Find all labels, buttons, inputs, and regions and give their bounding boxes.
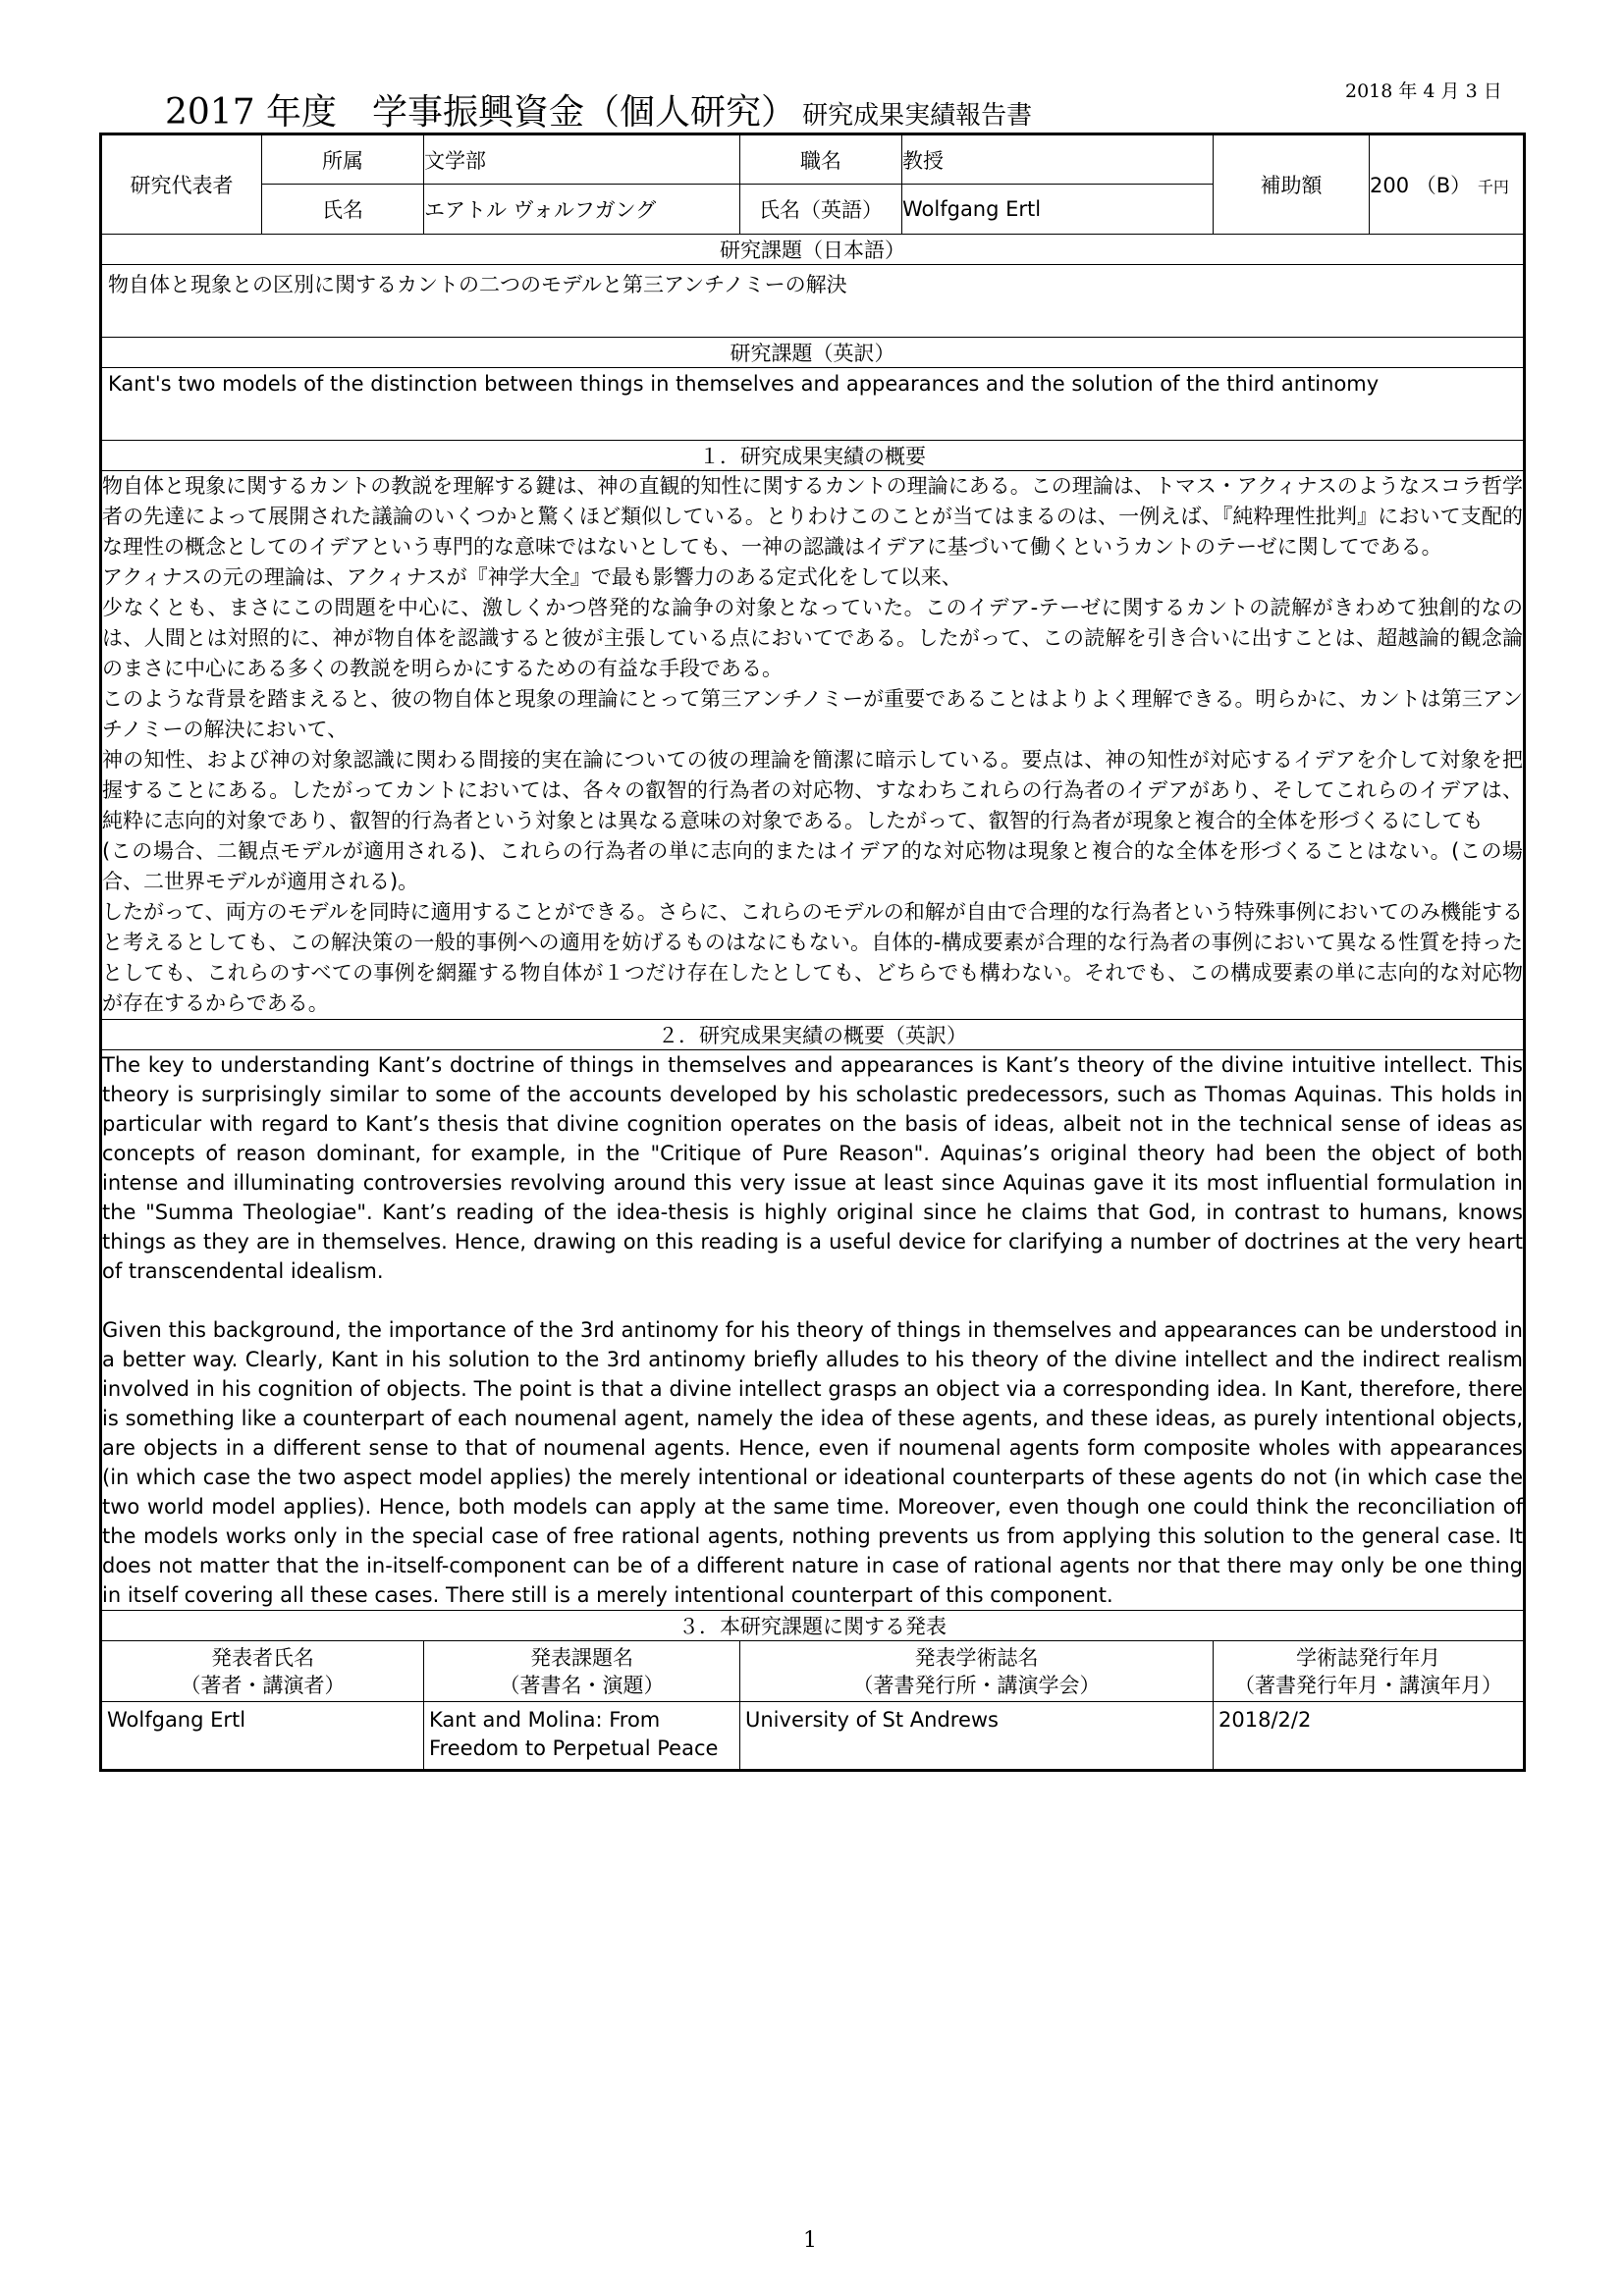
summary-jp-paragraph: 神の知性、および神の対象認識に関わる間接的実在論についての彼の理論を簡潔に暗示している。要点は、神の知性が対応するイデアを介して対象を把握することにある。したがってカントにおいては、各々の叡智的行為者の対応物、すなわちこれらの行為者のイデアがあり、そしてこれらのイデアは、純粋に志向的対象であり、叡智的行為者という対象とは異なる意味の対象である。したがって、叡智的行為者が現象と複合的全体を形づくるにしても xyxy=(102,748,1523,832)
pub-author: Wolfgang Ertl xyxy=(101,1702,424,1771)
pub-col-date xyxy=(1214,1641,1525,1702)
grant-value: 200 （B） xyxy=(1370,174,1472,197)
topic-en-text: Kant's two models of the distinction between things in themselves and appearances and the solution of the third antinomy xyxy=(101,368,1525,441)
grant-cell xyxy=(1370,134,1525,235)
title-main: 2017 年度 学事振興資金（個人研究） xyxy=(165,92,797,133)
name-value: エアトル ヴォルフガング xyxy=(424,185,740,235)
pub-col-venue-line1: 発表学術誌名 xyxy=(914,1645,1039,1670)
affiliation-label: 所属 xyxy=(262,134,424,185)
position-value: 教授 xyxy=(902,134,1214,185)
page-number: 1 xyxy=(803,2228,817,2253)
summary-jp-body xyxy=(101,471,1525,1020)
name-en-value: Wolfgang Ertl xyxy=(902,185,1214,235)
summary-jp-paragraph: アクィナスの元の理論は、アクィナスが『神学大全』で最も影響力のある定式化をして以来、 xyxy=(102,565,962,589)
pub-col-title xyxy=(424,1641,740,1702)
summary-jp-paragraph: このような背景を踏まえると、彼の物自体と現象の理論にとって第三アンチノミーが重要であることはよりよく理解できる。明らかに、カントは第三アンチノミーの解決において、 xyxy=(102,687,1523,741)
representative-label: 研究代表者 xyxy=(101,134,262,235)
table-row xyxy=(101,1702,1525,1771)
pub-col-title-line2: （著書名・演題） xyxy=(499,1673,665,1697)
summary-en-heading: ２．研究成果実績の概要（英訳） xyxy=(101,1020,1525,1050)
summary-en-body xyxy=(101,1050,1525,1611)
pub-col-author xyxy=(101,1641,424,1702)
pub-date: 2018/2/2 xyxy=(1214,1702,1525,1771)
summary-en-paragraph: The key to understanding Kant’s doctrine of things in themselves and appearances is Kant’s theory of the divine intuitive intellect. This theory is surprisingly similar to some of the accounts developed by his scholastic predecessors, such as Thomas Aquinas. This holds in particular with regard to Kant’s thesis that divine cognition operates on the basis of ideas, albeit not in the technical sense of ideas as concepts of reason dominant, for example, in the "Critique of Pure Reason". Aquinas’s original theory had been the object of both intense and illuminating controversies revolving around this very issue at least since Aquinas gave it its most influential formulation in the "Summa Theologiae". Kant’s reading of the idea-thesis is highly original since he claims that God, in contrast to humans, knows things as they are in themselves. Hence, drawing on this reading is a useful device for clarifying a number of doctrines at the very heart of transcendental idealism. xyxy=(102,1053,1523,1283)
pub-col-date-line2: （著書発行年月・講演年月） xyxy=(1234,1673,1502,1697)
report-table xyxy=(99,133,1526,1772)
report-date: 2018 年 4 月 3 日 xyxy=(1345,80,1502,102)
summary-jp-paragraph: したがって、両方のモデルを同時に適用することができる。さらに、これらのモデルの和解が自由で合理的な行為者という特殊事例においてのみ機能すると考えるとしても、この解決策の一般的事例への適用を妨げるものはなにもない。自体的-構成要素が合理的な行為者の事例において異なる性質を持ったとしても、これらのすべての事例を網羅する物自体が１つだけ存在したとしても、どちらでも構わない。それでも、この構成要素の単に志向的な対応物が存在するからである。 xyxy=(102,900,1523,1015)
page-title xyxy=(165,84,1032,134)
pub-col-title-line1: 発表課題名 xyxy=(530,1645,633,1670)
title-sub: 研究成果実績報告書 xyxy=(802,101,1033,131)
summary-jp-paragraph: (この場合、二観点モデルが適用される)、これらの行為者の単に志向的またはイデア的な対応物は現象と複合的な全体を形づくることはない。(この場合、二世界モデルが適用される)。 xyxy=(102,839,1523,893)
pub-col-date-line1: 学術誌発行年月 xyxy=(1296,1645,1440,1670)
topic-jp-heading: 研究課題（日本語） xyxy=(101,235,1525,265)
affiliation-value: 文学部 xyxy=(424,134,740,185)
pub-title: Kant and Molina: From Freedom to Perpetual Peace xyxy=(424,1702,740,1771)
summary-jp-paragraph: 少なくとも、まさにこの問題を中心に、激しくかつ啓発的な論争の対象となっていた。このイデア-テーゼに関するカントの読解がきわめて独創的なのは、人間とは対照的に、神が物自体を認識すると彼が主張している点においてである。したがって、この読解を引き合いに出すことは、超越論的観念論のまさに中心にある多くの教説を明らかにするための有益な手段である。 xyxy=(102,596,1523,680)
pub-col-author-line2: （著者・講演者） xyxy=(180,1673,346,1697)
position-label: 職名 xyxy=(740,134,902,185)
name-en-label: 氏名（英語） xyxy=(740,185,902,235)
pub-venue: University of St Andrews xyxy=(740,1702,1214,1771)
topic-en-heading: 研究課題（英訳） xyxy=(101,338,1525,368)
summary-jp-heading: １．研究成果実績の概要 xyxy=(101,441,1525,471)
publications-heading: ３．本研究課題に関する発表 xyxy=(101,1611,1525,1641)
pub-col-venue-line2: （著書発行所・講演学会） xyxy=(852,1673,1101,1697)
name-label: 氏名 xyxy=(262,185,424,235)
pub-col-author-line1: 発表者氏名 xyxy=(211,1645,314,1670)
grant-label: 補助額 xyxy=(1214,134,1370,235)
pub-col-venue xyxy=(740,1641,1214,1702)
topic-jp-text: 物自体と現象との区別に関するカントの二つのモデルと第三アンチノミーの解決 xyxy=(101,265,1525,338)
summary-en-paragraph: Given this background, the importance of the 3rd antinomy for his theory of things in themselves and appearances can be understood in a better way. Clearly, Kant in his solution to the 3rd antinomy briefly alludes to his theory of the divine intellect and the indirect realism involved in his cognition of objects. The point is that a divine intellect grasps an object via a corresponding idea. In Kant, therefore, there is something like a counterpart of each noumenal agent, namely the idea of these agents, and these ideas, as purely intentional objects, are objects in a different sense to that of noumenal agents. Hence, even if noumenal agents form composite wholes with appearances (in which case the two aspect model applies) the merely intentional or ideational counterparts of these agents do not (in which case the two world model applies). Hence, both models can apply at the same time. Moreover, even though one could think the reconciliation of the models works only in the special case of free rational agents, nothing prevents us from applying this solution to the general case. It does not matter that the in-itself-component can be of a different nature in case of rational agents nor that there may only be one thing in itself covering all these cases. There still is a merely intentional counterpart of this component. xyxy=(102,1318,1523,1607)
summary-jp-paragraph: 物自体と現象に関するカントの教説を理解する鍵は、神の直観的知性に関するカントの理論にある。この理論は、トマス・アクィナスのようなスコラ哲学者の先達によって展開された議論のいくつかと驚くほど類似している。とりわけこのことが当てはまるのは、一例えば、『純粋理性批判』において支配的な理性の概念としてのイデアという専門的な意味ではないとしても、一神の認識はイデアに基づいて働くというカントのテーゼに関してである。 xyxy=(102,474,1523,559)
grant-unit: 千円 xyxy=(1477,178,1509,196)
